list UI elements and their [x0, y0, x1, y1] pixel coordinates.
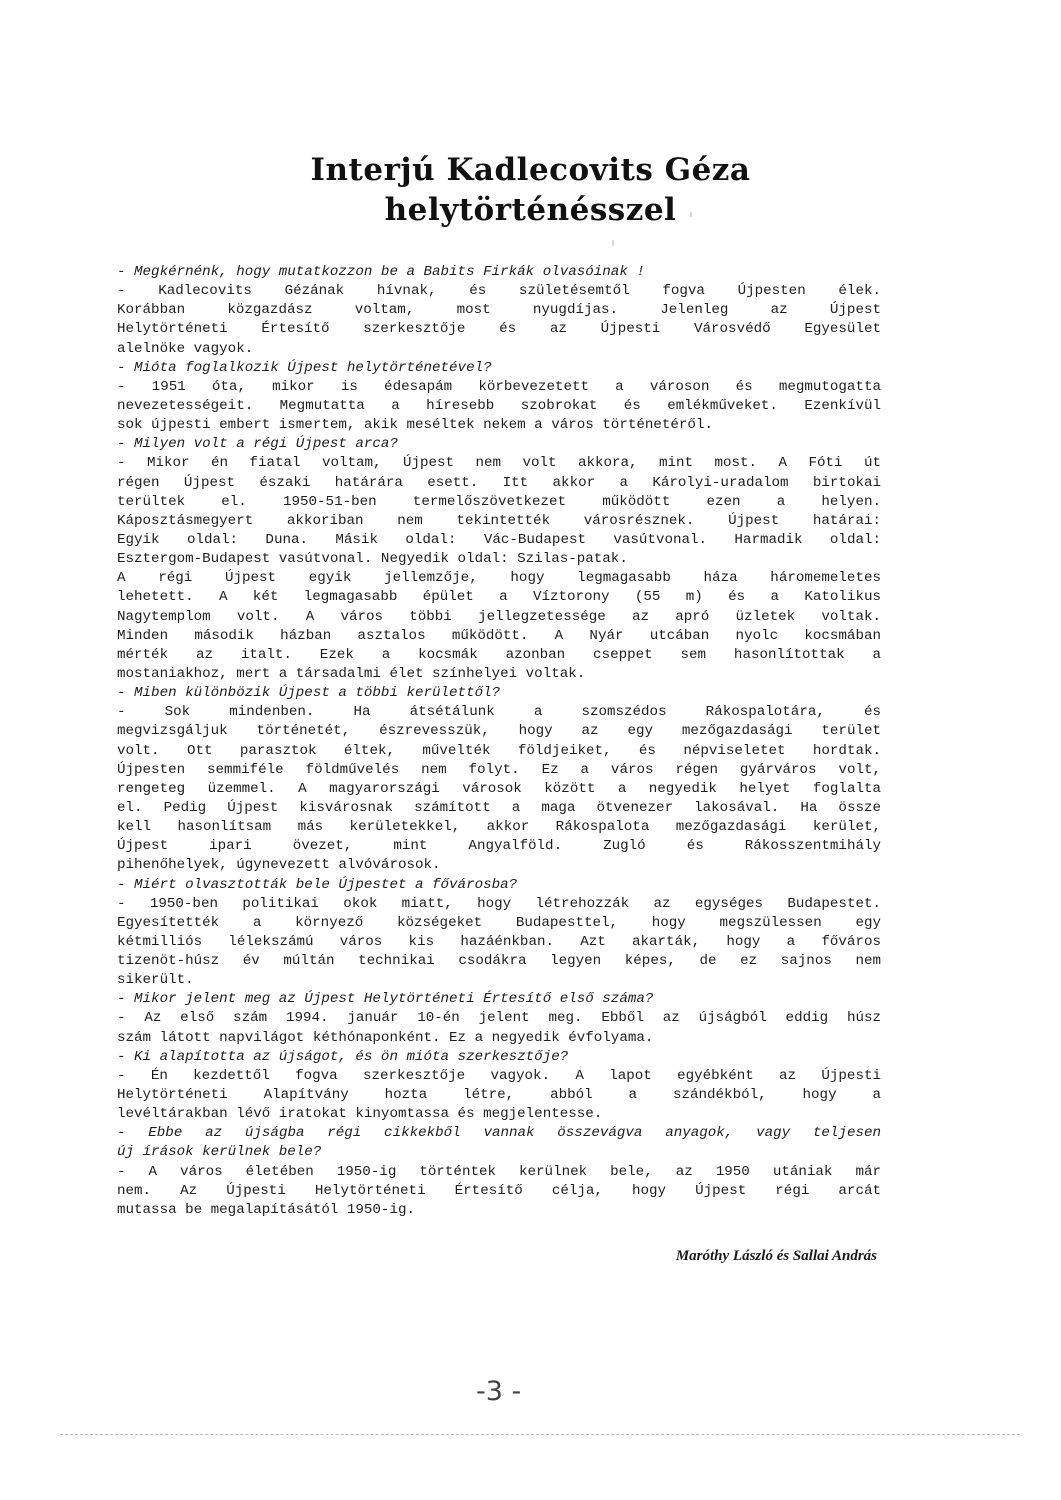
- answer-line: Egyik oldal: Duna. Másik oldal: Vác-Budapest vasútvonal. Harmadik oldal:: [117, 531, 881, 548]
- scan-speck: [612, 240, 614, 246]
- question-line: - Miben különbözik Újpest a többi kerülettől?: [117, 685, 501, 702]
- answer-line: mérték az italt. Ezek a kocsmák azonban cseppet sem hasonlítottak a: [117, 646, 881, 663]
- answer-line: volt. Ott parasztok éltek, művelték földjeiket, és népviseletet hordtak.: [117, 742, 881, 759]
- answer-line: szám látott napvilágot kéthónaponként. Ez a negyedik évfolyama.: [117, 1029, 654, 1046]
- answer-line: A régi Újpest egyik jellemzője, hogy legmagasabb háza háromemeletes: [117, 570, 881, 587]
- answer-line: el. Pedig Újpest kisvárosnak számított a maga ötvenezer lakosával. Ha össze: [117, 799, 881, 816]
- scan-edge-line: [60, 1434, 1020, 1435]
- answer-line: - 1950-ben politikai okok miatt, hogy létrehozzák az egységes Budapestet.: [117, 895, 881, 912]
- answer-line: - Mikor én fiatal voltam, Újpest nem volt akkora, mint most. A Fóti út: [117, 455, 881, 472]
- answer-line: - Én kezdettől fogva szerkesztője vagyok. A lapot egyébként az Újpesti: [117, 1067, 881, 1084]
- answer-line: megvizsgáljuk történetét, észrevesszük, hogy az egy mezőgazdasági terület: [117, 723, 881, 740]
- answer-line: nevezetességeit. Megmutatta a híresebb szobrokat és emlékműveket. Ezenkívül: [117, 397, 881, 414]
- answer-line: levéltárakban lévő iratokat kinyomtassa és megjelentesse.: [117, 1106, 603, 1123]
- answer-line: Újpest ipari övezet, mint Angyalföld. Zugló és Rákosszentmihály: [117, 838, 881, 855]
- answer-line: kell hasonlítsam más kerületekkel, akkor Rákospalota mezőgazdasági kerület,: [117, 819, 881, 836]
- answer-line: tizenöt-húsz év múltán technikai csodákra legyen képes, de ez sajnos nem: [117, 953, 881, 970]
- question-line: új írások kerülnek bele?: [117, 1144, 322, 1161]
- answer-line: - Sok mindenben. Ha átsétálunk a szomszédos Rákospalotára, és: [117, 704, 881, 721]
- answer-line: Újpesten semmiféle földművelés nem folyt. Ez a város régen gyárváros volt,: [117, 761, 881, 778]
- question-line: - Ki alapította az újságot, és ön mióta szerkesztője?: [117, 1048, 569, 1065]
- article-title: [150, 150, 911, 230]
- answer-line: pihenőhelyek, úgynevezett alvóvárosok.: [117, 857, 441, 874]
- answer-line: - 1951 óta, mikor is édesapám körbevezetett a városon és megmutogatta: [117, 378, 881, 395]
- answer-line: sikerült.: [117, 972, 194, 989]
- question-line: - Mióta foglalkozik Újpest helytörténetével?: [117, 359, 492, 376]
- answer-line: sok újpesti embert ismertem, akik meséltek nekem a város történetéről.: [117, 417, 713, 434]
- scan-speck: [690, 212, 692, 217]
- answer-line: mostaniakhoz, mert a társadalmi élet színhelyei voltak.: [117, 665, 586, 682]
- question-line: - Milyen volt a régi Újpest arca?: [117, 436, 398, 453]
- answer-line: Egyesítették a környező községeket Budapesttel, hogy megszülessen egy: [117, 914, 881, 931]
- question-line: - Megkérnénk, hogy mutatkozzon be a Babits Firkák olvasóinak !: [117, 264, 645, 280]
- answer-line: lehetett. A két legmagasabb épület a Víztorony (55 m) és a Katolikus: [117, 589, 881, 606]
- answer-line: Nagytemplom volt. A város többi jellegzetessége az apró üzletek voltak.: [117, 608, 881, 625]
- answer-line: Káposztásmegyert akkoriban nem tekintették városrésznek. Újpest határai:: [117, 512, 881, 529]
- answer-line: - A város életében 1950-ig történtek kerülnek bele, az 1950 utániak már: [117, 1163, 881, 1180]
- question-line: - Ebbe az újságba régi cikkekből vannak összevágva anyagok, vagy teljesen: [117, 1125, 881, 1142]
- answer-line: nem. Az Újpesti Helytörténeti Értesítő célja, hogy Újpest régi arcát: [117, 1182, 881, 1199]
- answer-line: mutassa be megalapításától 1950-ig.: [117, 1201, 415, 1218]
- question-line: - Miért olvasztották bele Újpestet a fővárosba?: [117, 876, 518, 893]
- answer-line: kétmilliós lélekszámú város kis hazáénkban. Azt akarták, hogy a főváros: [117, 933, 881, 950]
- answer-line: Esztergom-Budapest vasútvonal. Negyedik oldal: Szilas-patak.: [117, 551, 628, 568]
- answer-line: - Kadlecovits Gézának hívnak, és születésemtől fogva Újpesten élek.: [117, 283, 881, 300]
- page-number: -3 -: [476, 1376, 522, 1407]
- answer-line: terültek el. 1950-51-ben termelőszövetkezet működött ezen a helyen.: [117, 493, 881, 510]
- article-title-line-1: Interjú Kadlecovits Géza: [310, 152, 751, 188]
- answer-line: - Az első szám 1994. január 10-én jelent meg. Ebből az újságból eddig húsz: [117, 1010, 881, 1027]
- answer-line: rengeteg üzemmel. A magyarországi városok között a negyedik helyet foglalta: [117, 780, 881, 797]
- answer-line: alelnöke vagyok.: [117, 340, 254, 357]
- answer-line: Minden második házban asztalos működött. A Nyár utcában nyolc kocsmában: [117, 627, 881, 644]
- author-signature: Maróthy László és Sallai András: [675, 1248, 877, 1264]
- answer-line: Helytörténeti Alapítvány hozta létre, abból a szándékból, hogy a: [117, 1087, 881, 1104]
- interview-body: [117, 263, 881, 1220]
- answer-line: Korábban közgazdász voltam, most nyugdíjas. Jelenleg az Újpest: [117, 302, 881, 319]
- answer-line: Helytörténeti Értesítő szerkesztője és az Újpesti Városvédő Egyesület: [117, 321, 881, 338]
- article-title-line-2: helytörténésszel: [384, 192, 677, 228]
- answer-line: régen Újpest északi határára esett. Itt akkor a Károlyi-uradalom birtokai: [117, 474, 881, 491]
- question-line: - Mikor jelent meg az Újpest Helytörténeti Értesítő első száma?: [117, 991, 654, 1008]
